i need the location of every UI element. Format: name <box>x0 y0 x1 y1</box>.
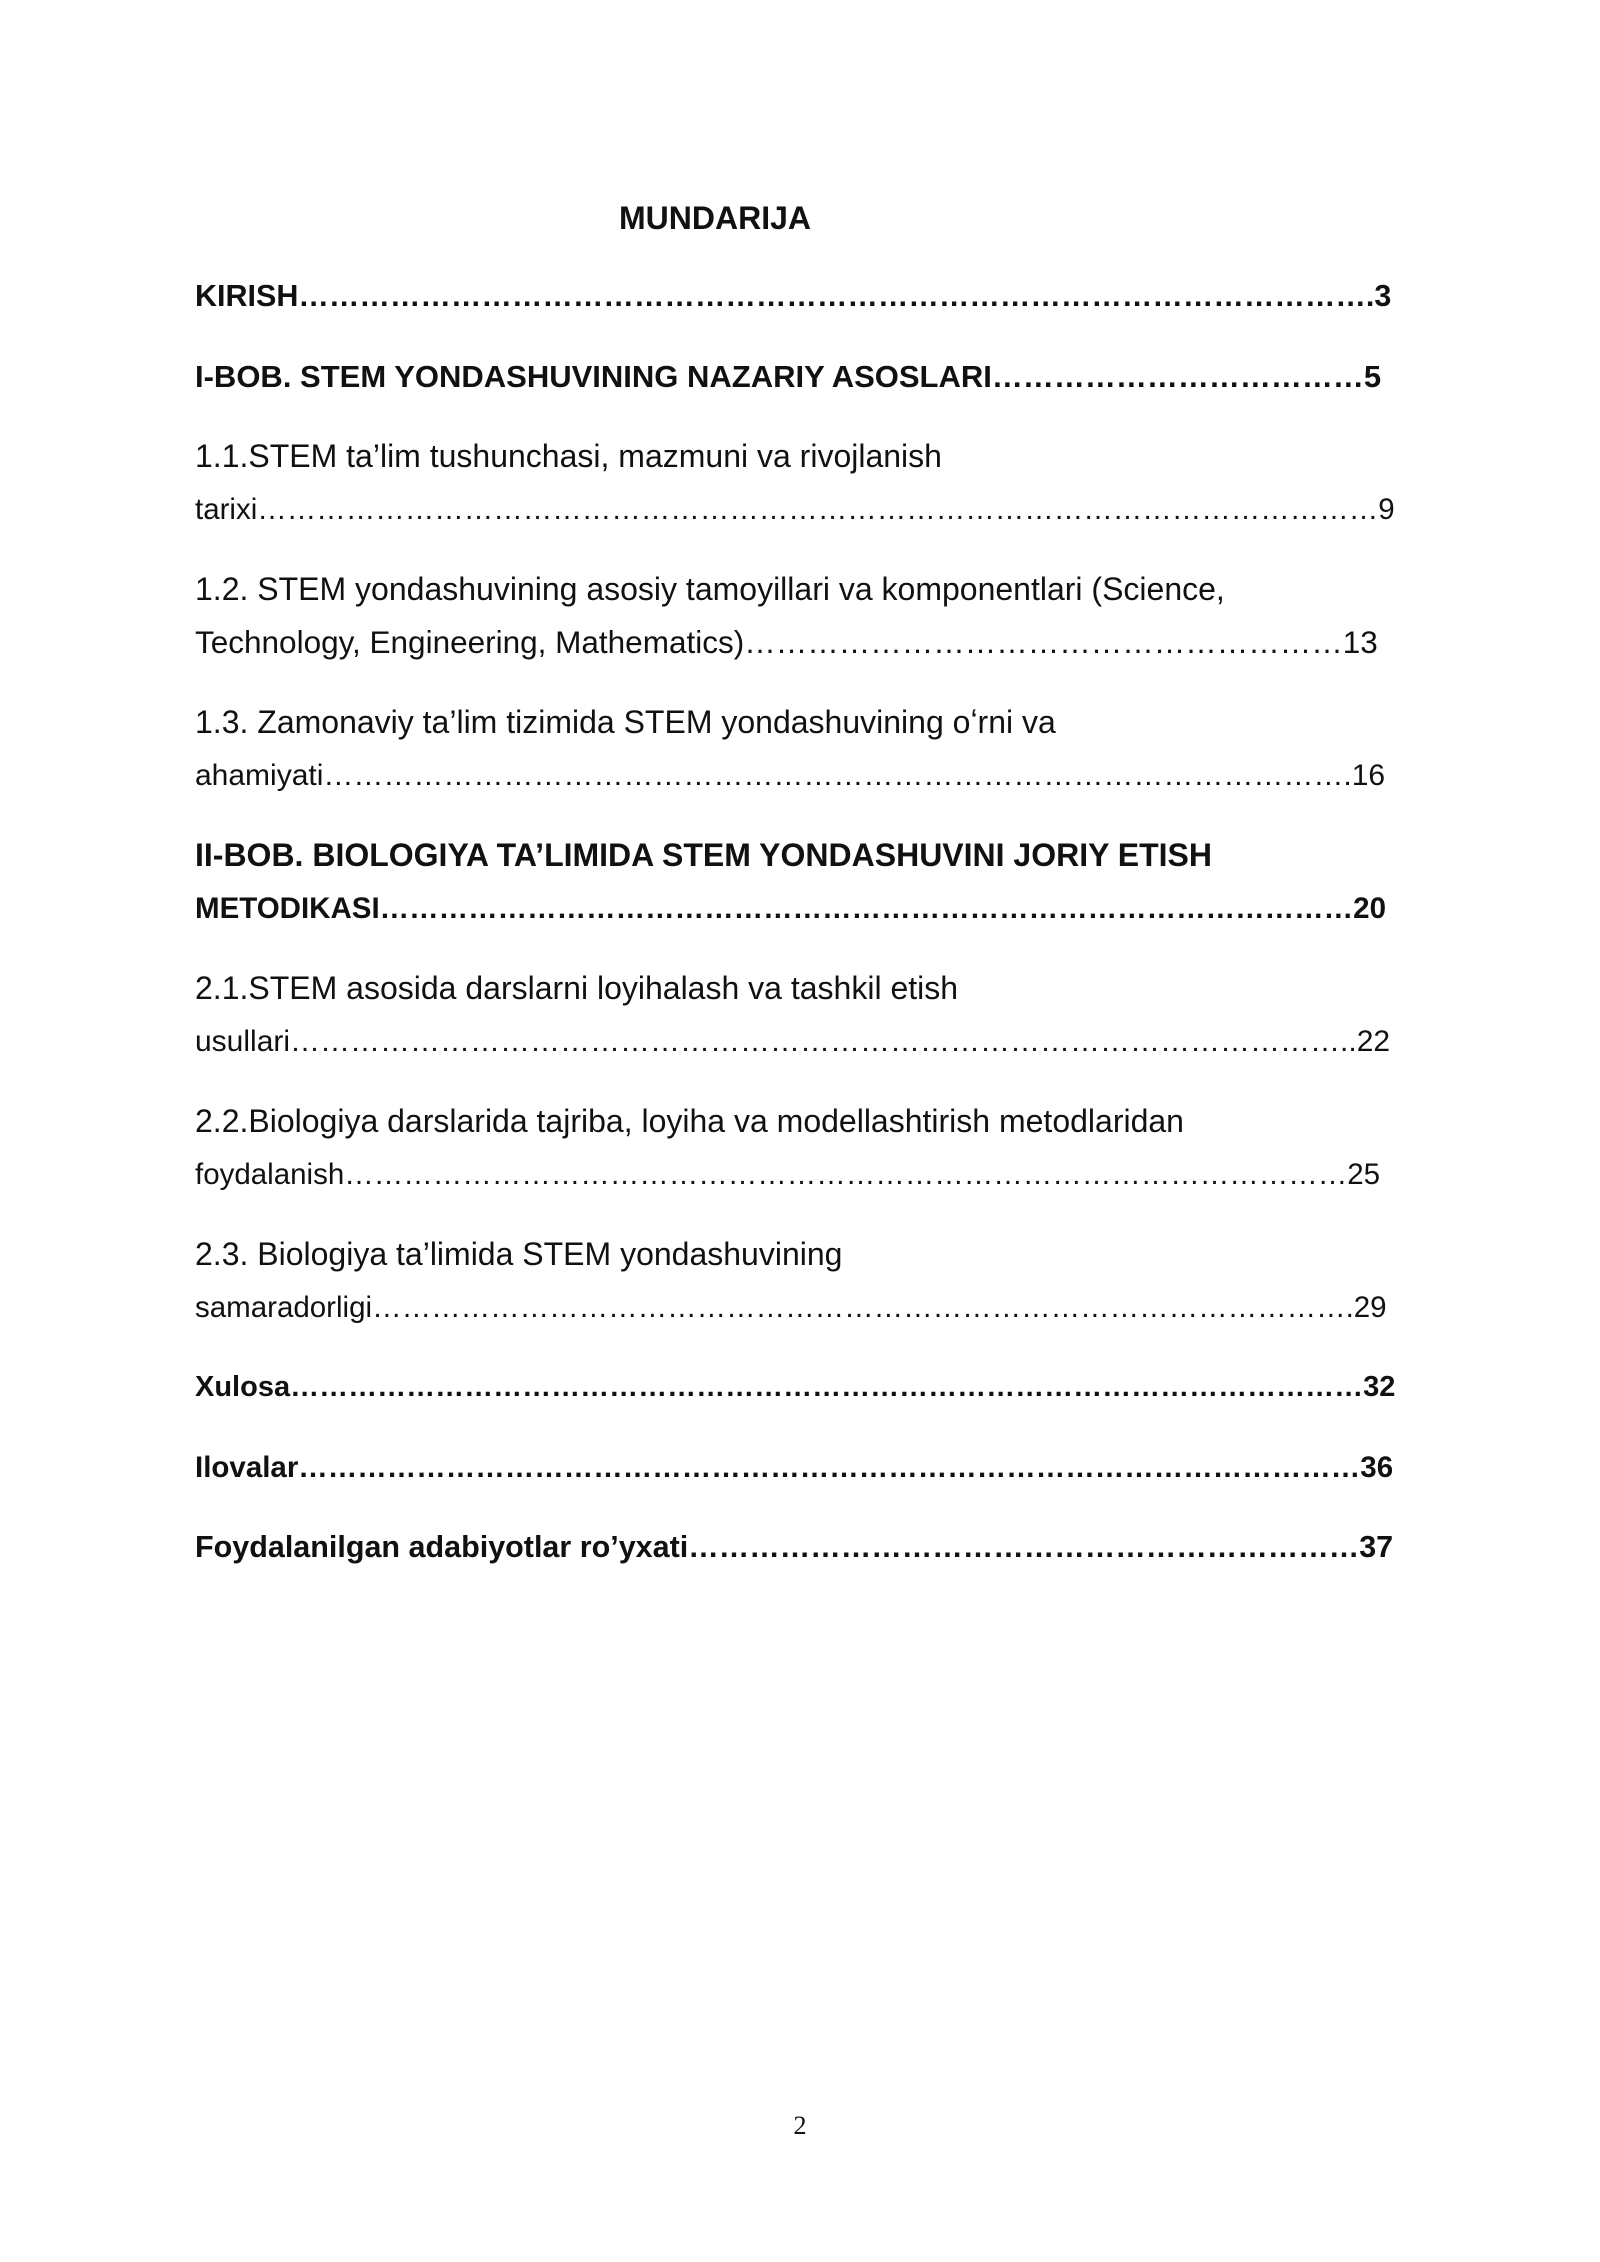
toc-entry-line: II-BOB. BIOLOGIYA TA’LIMIDA STEM YONDASHUVINI JORIY ETISH <box>195 837 1212 873</box>
toc-entry <box>195 829 1395 935</box>
toc-entry-line: usullari……………………………………………………………………………………………..22 <box>195 1025 1391 1058</box>
toc-entry-line: KIRISH…………………………………………………………………………………………….3 <box>195 279 1392 313</box>
toc-entry-line: I-BOB. STEM YONDASHUVINING NAZARIY ASOSLARI………………………………5 <box>195 359 1382 394</box>
toc-entry-line: 1.2. STEM yondashuvining asosiy tamoyillari va komponentlari (Science, <box>195 571 1225 607</box>
toc-entry <box>195 350 1395 403</box>
toc-entry-line: 2.3. Biologiya ta’limida STEM yondashuvining <box>195 1236 843 1272</box>
toc-entry <box>195 1228 1395 1334</box>
toc-entry <box>195 563 1395 669</box>
toc-entry <box>195 1361 1395 1414</box>
toc-entry-line: ahamiyati………………………………………………………………………………………….16 <box>195 759 1386 792</box>
toc-entry <box>195 1095 1395 1201</box>
toc-entry-line: 1.3. Zamonaviy ta’lim tizimida STEM yondashuvining oʻrni va <box>195 704 1056 740</box>
toc-title: MUNDARIJA <box>619 200 811 236</box>
page-number: 2 <box>793 2111 807 2140</box>
toc-entry <box>195 1441 1395 1494</box>
toc-entry-line: foydalanish…………………………………………………………………………………………25 <box>195 1158 1381 1191</box>
toc-entry-line: METODIKASI………………………………………………………………………………………20 <box>195 892 1386 925</box>
toc-entry-line: Xulosa…………………………………………………………………………………………………32 <box>195 1371 1396 1403</box>
toc-entry <box>195 962 1395 1068</box>
toc-entry-line: tarixi……………………………………………………………………………………………………9 <box>195 493 1395 526</box>
toc-entry-line: samaradorligi……………………………………………………………………………………….29 <box>195 1291 1387 1324</box>
toc-entry-line: Technology, Engineering, Mathematics)…………………………………………………13 <box>195 624 1378 660</box>
toc-entry-line: 1.1.STEM ta’lim tushunchasi, mazmuni va rivojlanish <box>195 438 942 474</box>
toc-entry <box>195 696 1395 802</box>
toc-entry <box>195 1521 1395 1574</box>
toc-entry <box>195 270 1395 323</box>
table-of-contents <box>195 270 1395 1601</box>
toc-entry-line: 2.2.Biologiya darslarida tajriba, loyiha va modellashtirish metodlaridan <box>195 1103 1184 1139</box>
toc-entry-line: Foydalanilgan adabiyotlar ro’yxati…………………………………………………………37 <box>195 1530 1394 1564</box>
toc-entry-line: Ilovalar………………………………………………………………………………………………36 <box>195 1451 1394 1484</box>
toc-entry <box>195 430 1395 536</box>
toc-entry-line: 2.1.STEM asosida darslarni loyihalash va tashkil etish <box>195 970 959 1006</box>
